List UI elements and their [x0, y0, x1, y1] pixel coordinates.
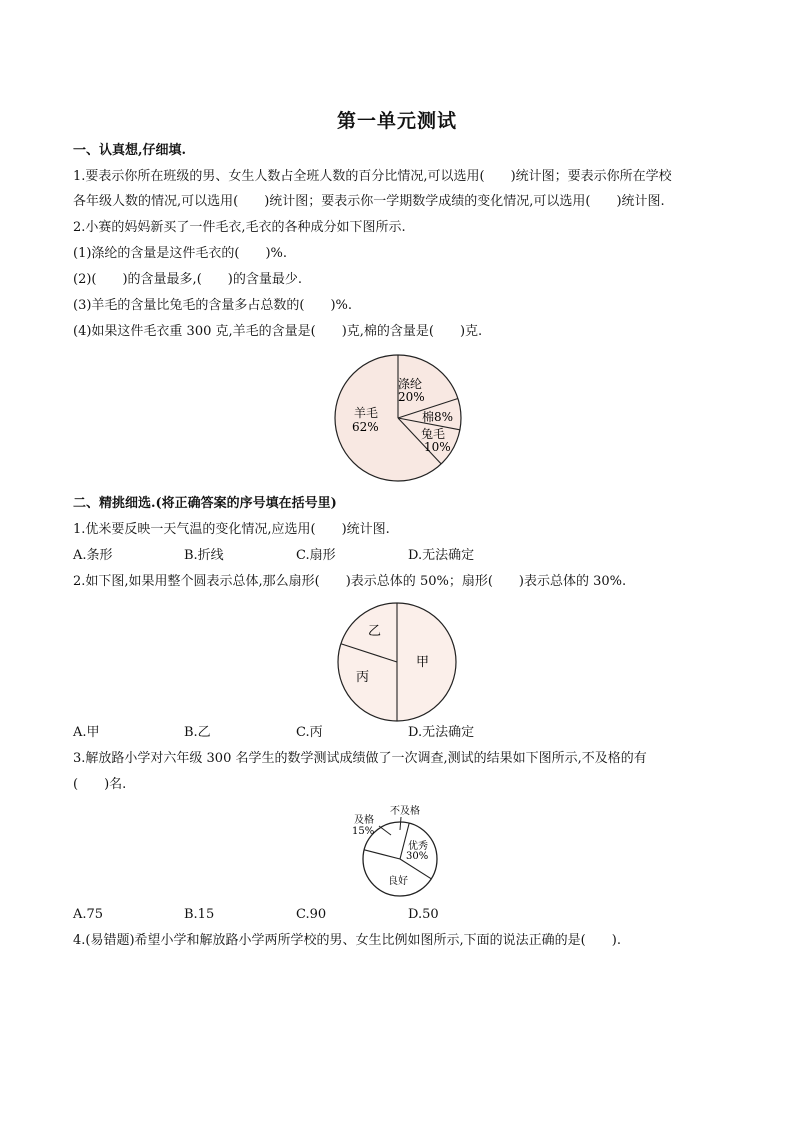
section2-heading: 二、精挑细选.(将正确答案的序号填在括号里)	[73, 496, 337, 511]
pie3-label-bujige: 不及格	[390, 806, 420, 817]
pie1-label-tumao: 兔毛	[421, 427, 446, 441]
pie-chart-sweater	[328, 350, 468, 486]
pie1-value-dilun: 20%	[398, 390, 425, 404]
s2-q1-opt-d: D.无法确定	[408, 548, 475, 563]
s2-q3-opt-c: C.90	[296, 907, 327, 922]
pie1-label-mian: 棉	[422, 410, 435, 424]
pie-chart-test-results	[340, 800, 460, 900]
pie3-value-jige: 15%	[352, 826, 375, 837]
s2-q1-opt-c: C.扇形	[296, 548, 336, 563]
pie1-value-yangmao: 62%	[352, 420, 379, 434]
s2-q4: 4.(易错题)希望小学和解放路小学两所学校的男、女生比例如图所示,下面的说法正确的是( ).	[73, 933, 621, 948]
pie1-value-mian: 8%	[434, 410, 454, 424]
s1-q2-intro: 2.小赛的妈妈新买了一件毛衣,毛衣的各种成分如下图所示.	[73, 220, 406, 235]
s2-q2-opt-b: B.乙	[184, 725, 211, 740]
pie2-label-yi: 乙	[368, 624, 382, 639]
s2-q2-opt-a: A.甲	[73, 725, 100, 740]
section1-heading: 一、认真想,仔细填.	[73, 143, 187, 158]
pie3-label-lianghao: 良好	[388, 876, 408, 887]
pie3-value-youxiu: 30%	[406, 851, 429, 862]
s2-q3-line2: ( )名.	[73, 777, 127, 792]
pie2-label-bing: 丙	[356, 670, 370, 685]
s2-q2: 2.如下图,如果用整个圆表示总体,那么扇形( )表示总体的 50%；扇形( )表示总体的 30%.	[73, 574, 627, 589]
s1-q1-line2: 各年级人数的情况,可以选用( )统计图；要表示你一学期数学成绩的变化情况,可以选用( )统计图.	[73, 194, 665, 209]
pie-chart-jia-yi-bing	[334, 600, 460, 724]
pie3-label-jige: 及格	[354, 815, 374, 826]
page-title: 第一单元测试	[336, 110, 457, 132]
s2-q3-line1: 3.解放路小学对六年级 300 名学生的数学测试成绩做了一次调查,测试的结果如下图所示,不及格的有	[73, 751, 647, 766]
s1-q2-2: (2)( )的含量最多,( )的含量最少.	[73, 272, 302, 287]
s2-q3-opt-b: B.15	[184, 907, 215, 922]
s2-q1-opt-a: A.条形	[73, 548, 113, 563]
s2-q1: 1.优米要反映一天气温的变化情况,应选用( )统计图.	[73, 522, 390, 537]
s2-q1-opt-b: B.折线	[184, 548, 224, 563]
s2-q2-opt-c: C.丙	[296, 725, 323, 740]
pie1-label-dilun: 涤纶	[398, 377, 423, 391]
pie2-label-jia: 甲	[416, 655, 430, 670]
s1-q2-3: (3)羊毛的含量比兔毛的含量多占总数的( )%.	[73, 298, 353, 313]
pie3-label-youxiu: 优秀	[408, 841, 428, 852]
s1-q2-4: (4)如果这件毛衣重 300 克,羊毛的含量是( )克,棉的含量是( )克.	[73, 324, 483, 339]
s2-q3-opt-a: A.75	[73, 907, 104, 922]
s1-q1-line1: 1.要表示你所在班级的男、女生人数占全班人数的百分比情况,可以选用( )统计图；要表示你所在学校	[73, 169, 672, 184]
pie1-value-tumao: 10%	[424, 440, 451, 454]
s1-q2-1: (1)涤纶的含量是这件毛衣的( )%.	[73, 246, 288, 261]
pie1-label-yangmao: 羊毛	[354, 406, 379, 420]
s2-q2-opt-d: D.无法确定	[408, 725, 475, 740]
s2-q3-opt-d: D.50	[408, 907, 439, 922]
